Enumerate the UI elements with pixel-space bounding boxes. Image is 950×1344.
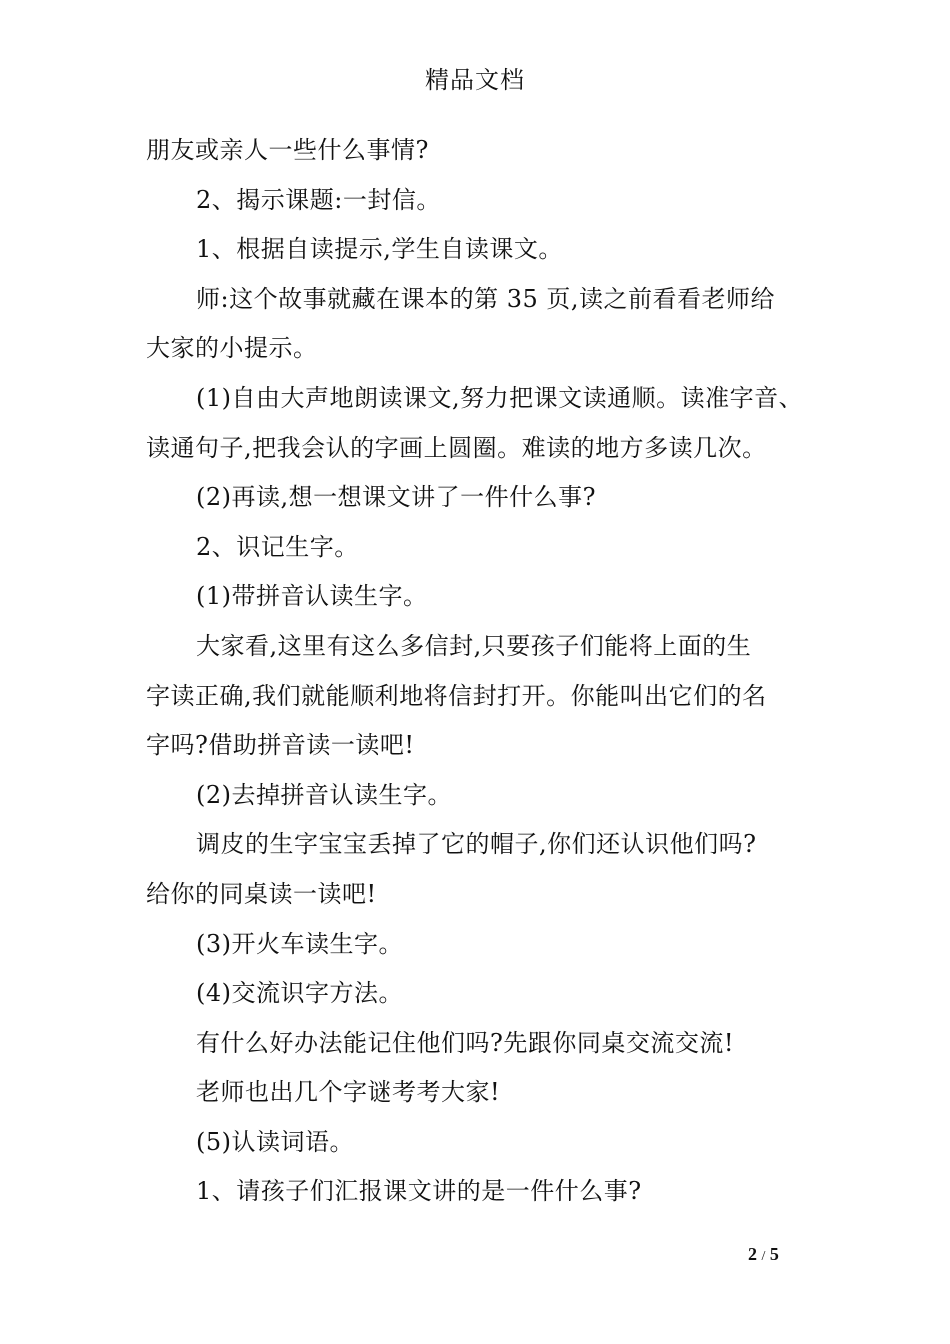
text-line: (4)交流识字方法。 (196, 979, 403, 1008)
current-page: 2 (748, 1244, 757, 1264)
text-line: 字吗?借助拼音读一读吧! (146, 731, 415, 760)
text-line: (3)开火车读生字。 (196, 929, 403, 958)
total-pages: 5 (769, 1244, 779, 1264)
text-line: 有什么好办法能记住他们吗?先跟你同桌交流交流! (196, 1028, 735, 1057)
text-line: 2、识记生字。 (196, 532, 359, 561)
text-line: (1)自由大声地朗读课文,努力把课文读通顺。读准字音、 (196, 383, 804, 412)
text-line: 给你的同桌读一读吧! (146, 879, 377, 908)
text-line: (2)再读,想一想课文讲了一件什么事? (196, 483, 596, 512)
text-line: 老师也出几个字谜考考大家! (196, 1078, 501, 1107)
text-line: 2、揭示课题:一封信。 (196, 185, 441, 214)
text-line: 大家的小提示。 (146, 334, 318, 363)
text-line: 调皮的生字宝宝丢掉了它的帽子,你们还认识他们吗? (196, 830, 757, 859)
text-line: 大家看,这里有这么多信封,只要孩子们能将上面的生 (196, 631, 752, 660)
text-line: (5)认读词语。 (196, 1127, 354, 1156)
text-line: 1、请孩子们汇报课文讲的是一件什么事? (196, 1177, 642, 1206)
text-line: 读通句子,把我会认的字画上圆圈。难读的地方多读几次。 (146, 433, 767, 462)
page-number (748, 1244, 779, 1265)
text-line: (2)去掉拼音认读生字。 (196, 780, 452, 809)
page-separator: / (761, 1249, 766, 1264)
text-line: 1、根据自读提示,学生自读课文。 (196, 235, 563, 264)
text-line: (1)带拼音认读生字。 (196, 582, 428, 611)
page-header-title: 精品文档 (425, 66, 525, 94)
text-line: 师:这个故事就藏在课本的第 35 页,读之前看看老师给 (196, 284, 776, 313)
text-line: 字读正确,我们就能顺利地将信封打开。你能叫出它们的名 (146, 681, 767, 710)
document-body (146, 126, 826, 1217)
text-line: 朋友或亲人一些什么事情? (146, 136, 429, 164)
